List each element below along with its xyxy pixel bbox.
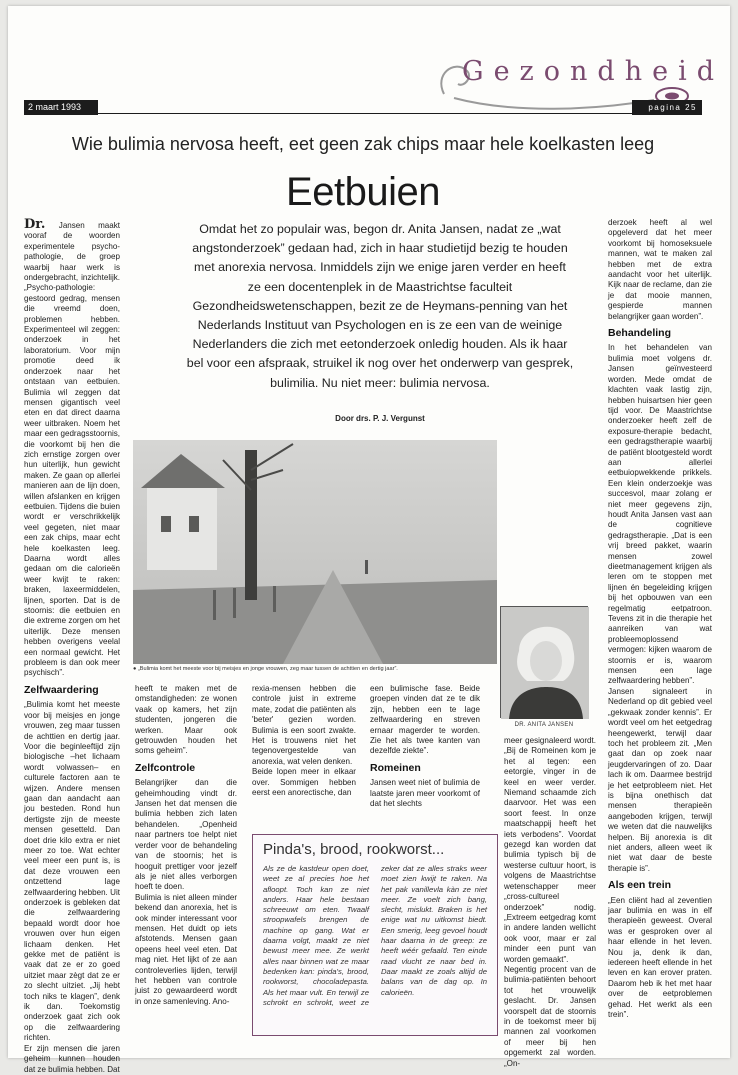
col5-paragraph: meer gesignaleerd wordt. „Bij de Romeinen kom je het al tegen: een eetorgie, vinger in de keel en weer verder. Niemand schaamde zich daarvoor. Het was een soort feest. In onze maatschappij heeft het iets verbodens”. Voordat gezegd kan worden dat bulimia typisch bij de westerse cultuur hoort, is volgens de Maastrichtse wetenschapper meer „cross-cultureel onderzoek” nodig. „Extreem eetgedrag komt in andere landen wellicht ook voor, maar er zal minder een punt van worden gemaakt”. (504, 736, 596, 964)
masthead-rule (98, 113, 632, 114)
portrait-caption: DR. ANITA JANSEN (514, 722, 574, 728)
newspaper-page (8, 6, 730, 1074)
article-lead: Omdat het zo populair was, begon dr. Anita Jansen, nadat ze „wat angstonderzoek” gedaan had, zich in haar studietijd bezig te houden met anorexia nervosa. Inmiddels zijn we enige jaren verder en heeft ze een docentenplek in de Maastrichtse faculteit Gezondheidswetenschappen, bezit ze de Heymans-penning van het Nederlands Instituut van Psychologen en is ze een van de weinige Nederlanders die zich met eetonderzoek onledig houden. Als ik haar bel voor een afspraak, struikel ik nog over het onderwerp van gesprek, bulimilia. Nu niet meer: bulimia nervosa. (186, 222, 574, 390)
col2-paragraph-3: Bulimia is niet alleen minder bekend dan anorexia, het is ook minder interessant voor mensen. Het duidt op iets afstotends. Mensen gaan opeens heel veel eten. Dat mag niet. Het lijkt of ze aan controleverlies lijden, terwijl het hebben van controle juist zo gewaardeerd wordt in onze samenleving. Ano- (135, 892, 237, 1006)
col4-paragraph-2: Jansen weet niet of bulimia de laatste jaren meer voorkomt of dat het slechts (370, 778, 480, 809)
col2-paragraph-2: Belangrijker dan die geheimhouding vindt dr. Jansen het dat mensen die bulimia hebben zich laten behandelen. „Openheid naar partners toe helpt niet verder voor de behandeling van de stoornis; het is hooguit prettiger voor jezelf als je niet alles verborgen hoeft te doen. (135, 778, 237, 892)
column-6 (608, 218, 712, 1020)
heading-als-een-trein: Als een trein (608, 879, 672, 892)
column-4 (370, 684, 480, 809)
col4-paragraph: een bulimische fase. Beide groepen vinden dat ze te dik zijn, hebben een te lage zelfwaardering en streven ernaar magerder te worden. Zie het als twee kanten van dezelfde ziekte”. (370, 684, 480, 756)
photo-foggy-road (133, 440, 497, 664)
col3-paragraph-2: Beide lopen meer in elkaar over. Sommigen hebben eerst een anorectische, dan (252, 767, 356, 798)
heading-romeinen: Romeinen (370, 761, 421, 774)
col6-paragraph-3: Jansen signaleert in Nederland op dit gebied veel „gekwaak zonder kennis”. Er wordt veel om het eetgedrag heengewerkt, terwijl daar toch het probleem zit. „Men gaat dan op zoek naar jeugdervaringen of zo. Daar lach ik om. Daarmee bestrijd je het eetprobleem niet. Het is bijna onethisch dat mensen therapieën aangeboden krijgen, terwijl we weten dat die nauwelijks helpen. Bij anorexia is dit niet anders, alleen weet ik niet wat daar de beste therapie is”. (608, 686, 712, 873)
col3-paragraph: rexia-mensen hebben die controle juist in extreme mate, zodat die patiënten als 'beter' gezien worden. Bulimia is een soort zwakte. Het is trouwens niet het tegenovergestelde van anorexia, wat velen denken. (252, 684, 356, 766)
column-2 (135, 684, 237, 1007)
issue-date: 2 maart 1993 (24, 100, 98, 115)
dropcap: Dr. (24, 217, 46, 232)
article-subhead: Wie bulimia nervosa heeft, eet geen zak chips maar hele koelkasten leeg (71, 134, 655, 154)
portrait-image (501, 607, 589, 719)
sidebar-body: Als ze de kastdeur open doet, weet ze al precies hoe het afloopt. Toch kan ze niet anders. Haar hele bestaan schreeuwt om eten. Twaalf stroopwafels brengen de machine op gang. Wat er daarna volgt, maakt ze niet bewust meer mee. Ze werkt alles naar binnen wat ze maar bedenken kan: pinda's, brood, rookworst, chocoladepasta. Als het maar vult. En terwijl ze schrokt en schrokt, weet ze zeker dat ze alles straks weer moet zien kwijt te raken. Na het pak vanillevla kàn ze niet meer. Ze voelt zich bang, slecht, mislukt. Braken is het enige wat nu uitkomst biedt. Een smerig, leeg gevoel houdt haar daarna in de greep: ze heeft wéér gefaald. Ten einde raad vlucht ze naar bed in. Daar maakt ze zoals altijd de balans van de dag op. In calorieën. (263, 864, 487, 1007)
col1-paragraph: Dr. Jansen maakt vooraf de woorden experimentele psycho-pathologie, de groep waarbij haar werk is ondergebracht, inzichtelijk. „Psycho-pathologie: gestoord gedrag, mensen die vreemd doen, problemen hebben. Experimenteel wil zeggen: onderzoek in het laboratorium. Voor mijn promotie deed ik onderzoek naar het ontstaan van eetbuien. Bulimia wil zeggen dat mensen gigantisch veel eten en dat direct daarna weer uitbraken. Noem het maar een gedragsstoornis, die voorkomt bij hen die zich ernstige zorgen over hun uiterlijk, hun gewicht maken. Ze gaan op allerlei manieren aan de lijn doen, willen afslanken en krijgen eetbuien. Tijdens die buien wordt er verschrikkelijk veel gegeten, niet maar een zak chips, maar echt hele koelkasten leeg. Daarna wordt alles gedaan om die calorieën weer kwijt te raken: braken, laxeermiddelen, lijnen, sporten. Dat is de stoornis: die eetbuien en die extreme zorgen om het uiterlijk. Deze mensen hebben overigens veelal een normaal gewicht. Het probleem is dan ook meer psychisch”. (24, 217, 120, 678)
sidebar-title: Pinda's, brood, rookworst... (263, 841, 445, 858)
section-title: Gezondheid (462, 56, 724, 87)
col6-paragraph: derzoek heeft al wel opgeleverd dat het meer voorkomt bij homoseksuele mannen, wat te maken zal hebben met de extra aandacht voor het uiterlijk. Kijk naar de reclame, dan zie je dat mooie mannen, gespierde mannen belangrijker gaan worden”. (608, 218, 712, 321)
photo-foggy-road-image (133, 440, 497, 664)
heading-zelfwaardering: Zelfwaardering (24, 683, 99, 696)
section-header (434, 54, 724, 94)
page-number: pagina 25 (632, 100, 702, 115)
column-3 (252, 684, 356, 798)
col2-paragraph: heeft te maken met de omstandigheden: ze wonen vaak op kamers, het zijn studenten, jongeren die werken. Maar ook getrouwden houden het soms geheim”. (135, 684, 237, 756)
page-frame (14, 12, 726, 1074)
column-1 (24, 217, 120, 1075)
sidebar-box (252, 834, 498, 1036)
heading-behandeling: Behandeling (608, 327, 672, 340)
photo-portrait (500, 606, 588, 718)
col5-paragraph-2: Negentig procent van de bulimia-patiënten behoort tot het vrouwelijk geslacht. Dr. Jansen voorspelt dat de stoornis in de toekomst meer bij mannen zal voorkomen of meer bij hen opgemerkt zal worden. „On- (504, 964, 596, 1068)
column-5 (504, 736, 596, 1069)
masthead-bar (24, 94, 702, 116)
article-byline: Door drs. P. J. Vergunst (335, 414, 425, 423)
col1-paragraph-3: Er zijn mensen die jaren geheim kunnen houden dat ze bulimia hebben. Dat (24, 1043, 120, 1074)
article-headline: Eetbuien (286, 170, 440, 214)
photo-caption: ● „Bulimia komt het meeste voor bij meisjes en jonge vrouwen, zeg maar tussen de achttien en dertig jaar”. (133, 666, 398, 672)
heading-zelfcontrole: Zelfcontrole (135, 761, 196, 774)
col6-paragraph-2: In het behandelen van bulimia moet volgens dr. Jansen geïnvesteerd worden. Mede omdat de klachten vaak lastig zijn, hebben huisartsen hier geen tijd voor. De Maastrichtse onderzoeker heeft zelf de exposure-therapie bedacht, een gedragstherapie waarbij de patiënt blootgesteld wordt aan allerlei eetbuiopwekkende prikkels. Een klein onderzoekje was succesvol, maar zolang er niet meer gegevens zijn, houdt Anita Jansen vast aan de cognitieve gedragstherapie. „Dat is een vrij breed pakket, waarin mensen zowel dieetmanagement krijgen als leren om te stoppen met lijnen én begeleiding krijgen bij het opbouwen van een regelmatig eetpatroon. Tevens zit in die therapie het aanreiken van wat probleemoplossend vermogen: kijken waarom de stoornis er is, waarom mensen een lage zelfwaardering hebben”. (608, 343, 712, 686)
col1-paragraph-2: „Bulimia komt het meeste voor bij meisjes en jonge vrouwen, zeg maar tussen de achttien en dertig jaar. Voor die beginleeftijd zijn biologische –het lichaam wordt volwassen– en culturele factoren aan te wijzen. Andere mensen gaan dan aandacht aan jou besteden. Rond hun dertigste zijn de meeste mensen gesetteld. Dan doet drie kilo extra er niet meer zo toe. Wat echter veel meer een punt is, is dat deze vrouwen een ontzettend lage zelfwaardering hebben. Uit onderzoek is gebleken dat die zelfwaardering bepaald wordt door hoe vrouwen over hun eigen lichaam denken. Het gekke met de patiënt is vaak dat ze er zo goed uitziet maar zègt dat ze er zo slecht uitziet. „Jij hebt toch niks te klagen”, denk ik dan. Toekomstig onderzoek gaat zich ook op die zelfwaardering richten. (24, 700, 120, 1043)
col6-paragraph-4: „Een cliënt had al zeventien jaar bulimia en was in elf therapieën geweest. Overal was er gesproken over al haar ellende in het leven. Nou ja, denk ik dan, iedereen heeft ellende in het leven en kan erover praten. Daarom heb ik het met haar over de eetproblemen gehad. Het werkt als een trein”. (608, 895, 712, 1020)
